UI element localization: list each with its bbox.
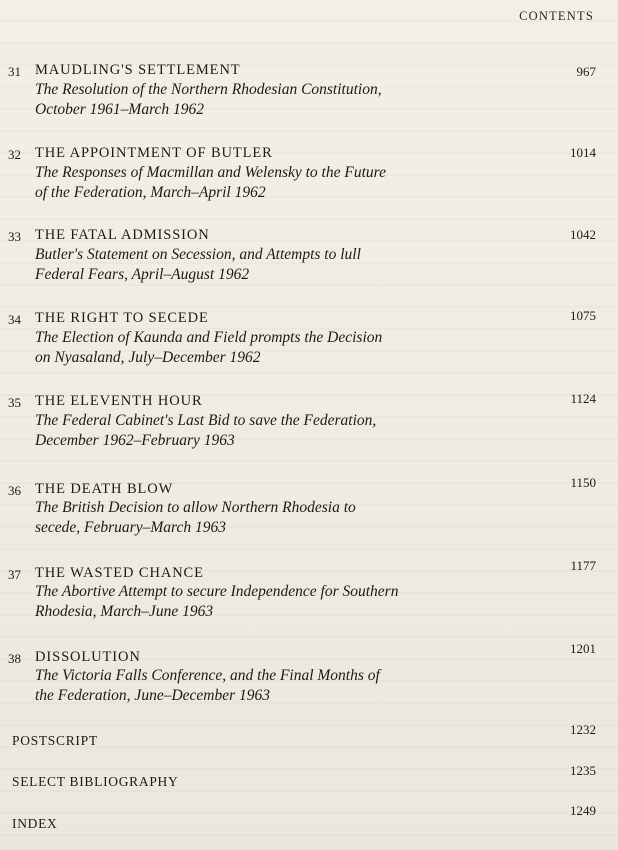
subtitle-line: secede, February–March 1963 [35,519,226,536]
chapter-title: MAUDLING'S SETTLEMENT [35,62,241,78]
page-number: 967 [576,64,596,79]
chapter-subtitle [35,163,386,203]
running-head: CONTENTS [519,9,594,23]
chapter-number: 32 [8,147,21,162]
chapter-subtitle [35,666,380,706]
chapter-title: DISSOLUTION [35,649,141,665]
subtitle-line: The Responses of Macmillan and Welensky to the Future [35,164,386,181]
subtitle-line: the Federation, June–December 1963 [35,687,271,704]
chapter-number: 33 [8,229,21,244]
chapter-title: THE WASTED CHANCE [35,565,204,581]
subtitle-line: The British Decision to allow Northern Rhodesia to [35,499,356,516]
page-number: 1075 [570,308,596,323]
page-number: 1249 [570,803,596,818]
chapter-subtitle [35,245,361,285]
chapter-title: THE DEATH BLOW [35,481,174,497]
page-number: 1124 [570,391,596,406]
subtitle-line: of the Federation, March–April 1962 [35,184,266,201]
chapter-number: 35 [8,395,21,410]
subtitle-line: Rhodesia, March–June 1963 [35,603,214,620]
page-number: 1150 [570,475,596,490]
subtitle-line: The Federal Cabinet's Last Bid to save the Federation, [35,412,377,429]
page-number: 1201 [570,641,596,656]
page-number: 1014 [570,145,596,160]
chapter-title: THE APPOINTMENT OF BUTLER [35,145,273,161]
chapter-number: 31 [8,64,21,79]
subtitle-line: The Election of Kaunda and Field prompts the Decision [35,329,383,346]
back-matter-title: SELECT BIBLIOGRAPHY [12,774,179,789]
chapter-number: 34 [8,312,21,327]
subtitle-line: The Abortive Attempt to secure Independence for Southern [35,583,399,600]
subtitle-line: October 1961–March 1962 [35,101,205,118]
page-number: 1235 [570,763,596,778]
page-number: 1042 [570,227,596,242]
chapter-number: 36 [8,483,21,498]
back-matter-title: POSTSCRIPT [12,733,98,748]
chapter-subtitle [35,328,382,368]
chapter-title: THE FATAL ADMISSION [35,227,210,243]
page-number: 1232 [570,722,596,737]
chapter-title: THE RIGHT TO SECEDE [35,310,209,326]
page-number: 1177 [570,558,596,573]
subtitle-line: Federal Fears, April–August 1962 [35,266,250,283]
chapter-subtitle [35,411,376,451]
subtitle-line: on Nyasaland, July–December 1962 [35,349,261,366]
subtitle-line: The Resolution of the Northern Rhodesian Constitution, [35,81,382,98]
chapter-number: 37 [8,567,21,582]
subtitle-line: The Victoria Falls Conference, and the Final Months of [35,667,380,684]
chapter-subtitle [35,498,356,538]
chapter-subtitle [35,582,398,622]
chapter-number: 38 [8,651,21,666]
chapter-title: THE ELEVENTH HOUR [35,393,203,409]
subtitle-line: Butler's Statement on Secession, and Attempts to lull [35,246,361,263]
back-matter-title: INDEX [12,816,58,831]
chapter-subtitle [35,80,382,120]
subtitle-line: December 1962–February 1963 [35,432,235,449]
